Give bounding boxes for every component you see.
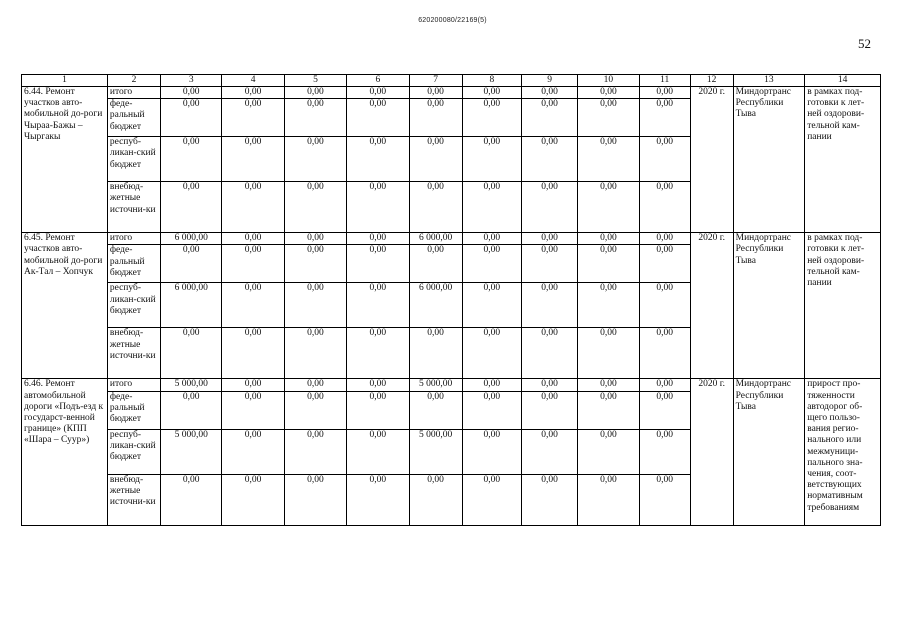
value-cell: 0,00: [462, 474, 521, 525]
value-cell: 0,00: [409, 137, 462, 182]
value-cell: 0,00: [347, 182, 409, 233]
value-cell: 0,00: [161, 99, 222, 137]
value-cell: 0,00: [222, 99, 284, 137]
funding-source-label: феде-ральный бюджет: [107, 245, 160, 283]
column-number: 9: [522, 75, 578, 87]
value-cell: 6 000,00: [409, 283, 462, 328]
table-row: [22, 87, 881, 99]
value-cell: 0,00: [578, 429, 639, 474]
value-cell: 0,00: [222, 328, 284, 379]
value-cell: 5 000,00: [409, 429, 462, 474]
value-cell: 0,00: [347, 474, 409, 525]
value-cell: 0,00: [222, 379, 284, 391]
value-cell: 0,00: [639, 87, 690, 99]
value-cell: 0,00: [222, 474, 284, 525]
value-cell: 0,00: [578, 87, 639, 99]
value-cell: 0,00: [161, 474, 222, 525]
note-cell: в рамках под-готовки к лет-ней оздорови-тельной кам-пании: [805, 233, 881, 379]
column-number: 6: [347, 75, 409, 87]
value-cell: 6 000,00: [161, 233, 222, 245]
value-cell: 0,00: [161, 328, 222, 379]
value-cell: 0,00: [522, 283, 578, 328]
value-cell: 0,00: [522, 182, 578, 233]
value-cell: 0,00: [284, 328, 346, 379]
value-cell: 0,00: [639, 245, 690, 283]
value-cell: 0,00: [284, 429, 346, 474]
funding-source-label: итого: [107, 87, 160, 99]
value-cell: 0,00: [347, 87, 409, 99]
year-cell: 2020 г.: [690, 87, 733, 233]
value-cell: 0,00: [578, 233, 639, 245]
value-cell: 0,00: [222, 391, 284, 429]
value-cell: 0,00: [639, 474, 690, 525]
table-row: [22, 379, 881, 391]
funding-source-label: респуб-ликан-ский бюджет: [107, 429, 160, 474]
value-cell: 0,00: [222, 283, 284, 328]
funding-source-label: респуб-ликан-ский бюджет: [107, 137, 160, 182]
value-cell: 0,00: [284, 283, 346, 328]
executor-cell: Миндортранс Республики Тыва: [733, 379, 805, 525]
funding-source-label: внебюд-жетные источни-ки: [107, 474, 160, 525]
value-cell: 0,00: [284, 391, 346, 429]
value-cell: 0,00: [284, 245, 346, 283]
funding-source-label: феде-ральный бюджет: [107, 391, 160, 429]
column-number-row: [22, 75, 881, 87]
value-cell: 0,00: [284, 87, 346, 99]
value-cell: 0,00: [522, 391, 578, 429]
value-cell: 0,00: [284, 99, 346, 137]
column-number: 1: [22, 75, 108, 87]
funding-source-label: феде-ральный бюджет: [107, 99, 160, 137]
funding-source-label: внебюд-жетные источни-ки: [107, 328, 160, 379]
value-cell: 0,00: [462, 379, 521, 391]
value-cell: 0,00: [409, 245, 462, 283]
value-cell: 0,00: [522, 233, 578, 245]
value-cell: 0,00: [347, 137, 409, 182]
funding-source-label: респуб-ликан-ский бюджет: [107, 283, 160, 328]
column-number: 14: [805, 75, 881, 87]
value-cell: 0,00: [462, 283, 521, 328]
column-number: 8: [462, 75, 521, 87]
table-row: [22, 233, 881, 245]
value-cell: 0,00: [284, 137, 346, 182]
section-title: 6.46. Ремонт автомобильной дороги «Подъ-езд к государст-венной границе» (КПП «Шара – Суур»): [22, 379, 108, 525]
value-cell: 0,00: [462, 233, 521, 245]
value-cell: 0,00: [522, 99, 578, 137]
value-cell: 0,00: [578, 245, 639, 283]
value-cell: 0,00: [409, 328, 462, 379]
value-cell: 0,00: [522, 137, 578, 182]
value-cell: 0,00: [409, 182, 462, 233]
value-cell: 0,00: [578, 474, 639, 525]
value-cell: 0,00: [161, 137, 222, 182]
value-cell: 0,00: [462, 182, 521, 233]
value-cell: 0,00: [639, 328, 690, 379]
column-number: 10: [578, 75, 639, 87]
value-cell: 0,00: [347, 328, 409, 379]
value-cell: 0,00: [639, 429, 690, 474]
year-cell: 2020 г.: [690, 233, 733, 379]
value-cell: 0,00: [578, 391, 639, 429]
value-cell: 0,00: [462, 87, 521, 99]
note-cell: прирост про-тяженности автодорог об-щего пользо-вания регио-нального или межмуници-пального зна-чения, соот-ветствующих нормативным требованиям: [805, 379, 881, 525]
value-cell: 0,00: [222, 182, 284, 233]
value-cell: 0,00: [347, 379, 409, 391]
column-number: 13: [733, 75, 805, 87]
value-cell: 0,00: [222, 87, 284, 99]
value-cell: 0,00: [522, 328, 578, 379]
column-number: 2: [107, 75, 160, 87]
column-number: 5: [284, 75, 346, 87]
section-title: 6.44. Ремонт участков авто-мобильной до-роги Чыраа-Бажы – Чыргакы: [22, 87, 108, 233]
value-cell: 0,00: [639, 379, 690, 391]
value-cell: 0,00: [462, 328, 521, 379]
value-cell: 0,00: [222, 429, 284, 474]
column-number: 7: [409, 75, 462, 87]
value-cell: 0,00: [222, 245, 284, 283]
value-cell: 0,00: [161, 182, 222, 233]
funding-source-label: итого: [107, 233, 160, 245]
value-cell: 0,00: [639, 137, 690, 182]
value-cell: 0,00: [522, 379, 578, 391]
value-cell: 0,00: [284, 233, 346, 245]
value-cell: 0,00: [462, 391, 521, 429]
value-cell: 0,00: [161, 87, 222, 99]
value-cell: 0,00: [161, 245, 222, 283]
value-cell: 0,00: [409, 99, 462, 137]
column-number: 4: [222, 75, 284, 87]
value-cell: 0,00: [462, 99, 521, 137]
document-id: 620200080/22169(5): [418, 17, 487, 24]
executor-cell: Миндортранс Республики Тыва: [733, 87, 805, 233]
section-title: 6.45. Ремонт участков авто-мобильной до-роги Ак-Тал – Хопчук: [22, 233, 108, 379]
value-cell: 0,00: [347, 99, 409, 137]
value-cell: 0,00: [347, 429, 409, 474]
value-cell: 0,00: [409, 87, 462, 99]
value-cell: 0,00: [161, 391, 222, 429]
year-cell: 2020 г.: [690, 379, 733, 525]
value-cell: 0,00: [284, 379, 346, 391]
executor-cell: Миндортранс Республики Тыва: [733, 233, 805, 379]
value-cell: 0,00: [462, 245, 521, 283]
value-cell: 0,00: [522, 474, 578, 525]
value-cell: 0,00: [522, 245, 578, 283]
value-cell: 0,00: [578, 379, 639, 391]
value-cell: 0,00: [347, 245, 409, 283]
value-cell: 0,00: [578, 328, 639, 379]
value-cell: 0,00: [578, 283, 639, 328]
value-cell: 0,00: [578, 137, 639, 182]
value-cell: 5 000,00: [409, 379, 462, 391]
value-cell: 0,00: [409, 391, 462, 429]
value-cell: 0,00: [639, 391, 690, 429]
column-number: 3: [161, 75, 222, 87]
value-cell: 6 000,00: [161, 283, 222, 328]
budget-table: [21, 74, 881, 526]
value-cell: 0,00: [639, 182, 690, 233]
value-cell: 0,00: [347, 391, 409, 429]
value-cell: 0,00: [222, 137, 284, 182]
value-cell: 0,00: [347, 233, 409, 245]
value-cell: 0,00: [462, 429, 521, 474]
funding-source-label: итого: [107, 379, 160, 391]
page-number: 52: [858, 36, 871, 51]
column-number: 11: [639, 75, 690, 87]
value-cell: 0,00: [639, 283, 690, 328]
value-cell: 0,00: [347, 283, 409, 328]
value-cell: 5 000,00: [161, 379, 222, 391]
value-cell: 0,00: [639, 233, 690, 245]
note-cell: в рамках под-готовки к лет-ней оздорови-тельной кам-пании: [805, 87, 881, 233]
value-cell: 0,00: [284, 474, 346, 525]
value-cell: 0,00: [639, 99, 690, 137]
value-cell: 6 000,00: [409, 233, 462, 245]
value-cell: 0,00: [578, 182, 639, 233]
value-cell: 0,00: [409, 474, 462, 525]
value-cell: 0,00: [522, 87, 578, 99]
funding-source-label: внебюд-жетные источни-ки: [107, 182, 160, 233]
value-cell: 0,00: [462, 137, 521, 182]
value-cell: 0,00: [222, 233, 284, 245]
value-cell: 5 000,00: [161, 429, 222, 474]
value-cell: 0,00: [284, 182, 346, 233]
value-cell: 0,00: [578, 99, 639, 137]
column-number: 12: [690, 75, 733, 87]
value-cell: 0,00: [522, 429, 578, 474]
